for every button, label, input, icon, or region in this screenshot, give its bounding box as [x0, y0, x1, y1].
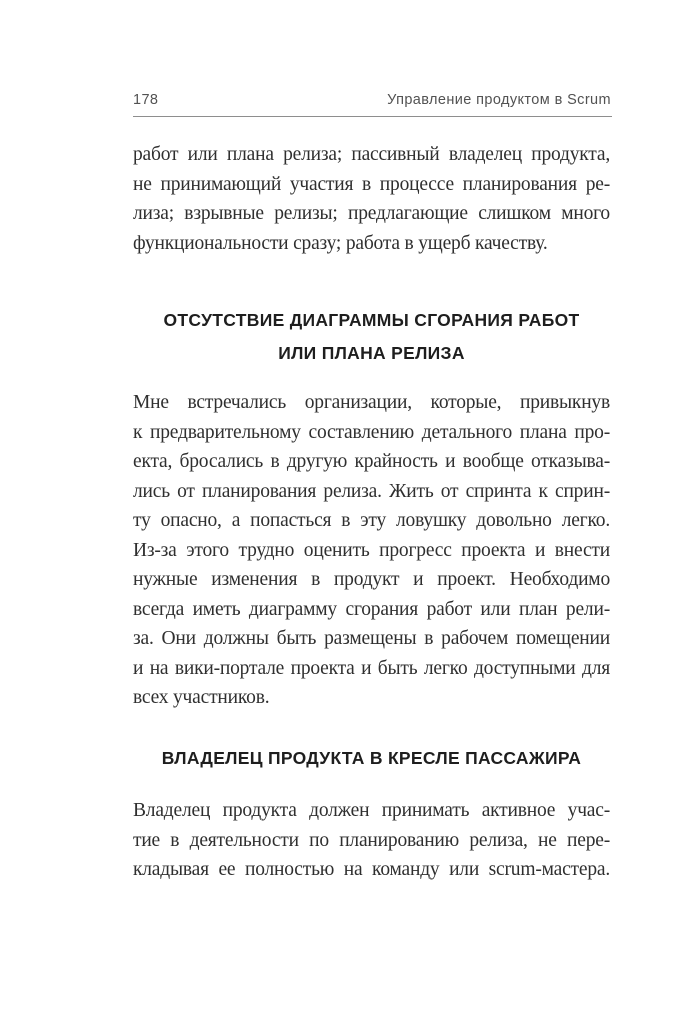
section-heading [133, 304, 610, 370]
page-number: 178 [133, 92, 159, 108]
text-line: функциональности сразу; работа в ущерб качеству. [133, 232, 548, 254]
paragraph [133, 388, 610, 713]
text-line: за. Они должны быть размещены в рабочем помещении [133, 628, 610, 649]
text-line: нужные изменения в продукт и проект. Необходимо [133, 569, 610, 590]
text-line: екта, бросались в другую крайность и вообще отказыва- [133, 451, 610, 472]
text-line: всегда иметь диаграмму сгорания работ или план рели- [133, 598, 610, 620]
text-line: не принимающий участия в процессе планирования ре- [133, 173, 610, 195]
text-line: ту опасно, а попасться в эту ловушку довольно легко. [133, 510, 610, 531]
page-header [133, 92, 611, 108]
text-line: Владелец продукта должен принимать активное учас- [133, 800, 610, 821]
heading-line: ВЛАДЕЛЕЦ ПРОДУКТА В КРЕСЛЕ ПАССАЖИРА [161, 748, 582, 768]
paragraph [133, 140, 610, 258]
text-line: к предварительному составлению детального плана про- [133, 421, 610, 443]
paragraph [133, 796, 610, 885]
section-heading [133, 742, 610, 775]
text-line: кладывая ее полностью на команду или scrum-мастера. [133, 859, 610, 880]
text-line: лись от планирования релиза. Жить от спринта к сприн- [133, 480, 610, 502]
text-line: всех участников. [133, 687, 270, 708]
text-line: и на вики-портале проекта и быть легко доступными для [133, 657, 610, 679]
text-line: Мне встречались организации, которые, привыкнув [133, 392, 610, 413]
heading-line: ОТСУТСТВИЕ ДИАГРАММЫ СГОРАНИЯ РАБОТ [163, 310, 580, 330]
header-rule [133, 116, 612, 117]
text-line: работ или плана релиза; пассивный владелец продукта, [133, 144, 610, 165]
text-line: Из-за этого трудно оценить прогресс проекта и внести [133, 539, 610, 561]
running-title: Управление продуктом в Scrum [387, 92, 611, 108]
text-line: тие в деятельности по планированию релиза, не пере- [133, 829, 610, 851]
text-line: лиза; взрывные релизы; предлагающие слишком много [133, 203, 610, 224]
heading-line: ИЛИ ПЛАНА РЕЛИЗА [278, 343, 465, 363]
